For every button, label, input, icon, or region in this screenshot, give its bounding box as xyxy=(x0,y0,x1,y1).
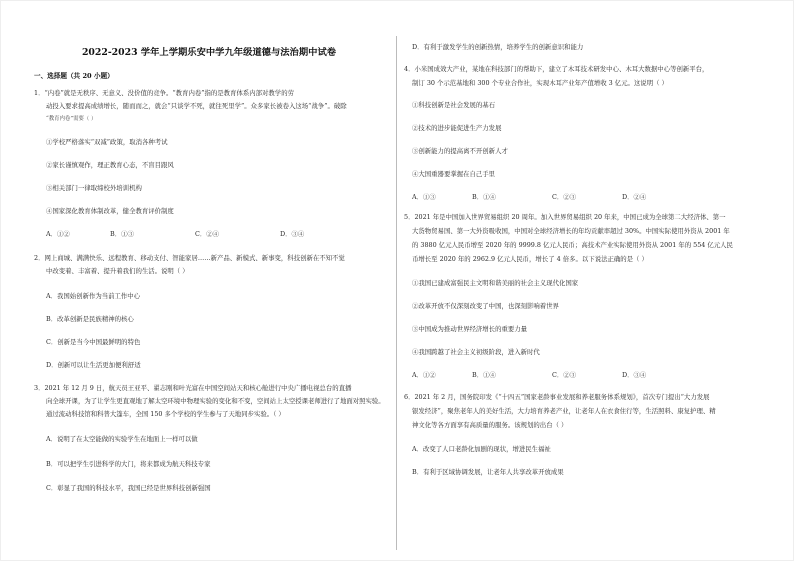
q2-option: D．创新可以让生活更加便利舒适 xyxy=(46,361,141,369)
q2-option: B．改革创新是民族精神的核心 xyxy=(46,315,134,323)
q3-option-d: D．有利于激发学生的创新热情，培养学生的创新意识和能力 xyxy=(412,43,584,51)
column-divider xyxy=(396,36,397,550)
q1-line: 1．“内卷”就是无秩序、无意义、没价值的竞争。“教育内卷”指的是教育体系内部对教学的劳 xyxy=(34,89,294,97)
exam-title: 2022-2023 学年上学期乐安中学九年级道德与法治期中试卷 xyxy=(81,47,337,58)
q6-line: 银发经济”，聚焦老年人的美好生活，大力培育养老产业，让老年人在衣食住行等，生活照料、康复护理、精 xyxy=(412,407,716,415)
q2-option: A．我国始创新作为当前工作中心 xyxy=(46,292,141,300)
q2-line: 2．网上商城、满满快乐、远程教育、移动支付、智能家居……新产品、新模式、新事变，科技创新在不知不觉 xyxy=(34,254,345,262)
q5-line: 的 3880 亿元人民币增至 2020 年的 9999.8 亿元人民币；高技术产业实际使用外资从 2001 年的 554 亿元人民 xyxy=(412,241,733,249)
q1-option: B．①③ xyxy=(110,230,134,238)
q3-option: B．可以把学生引进科学的大门，将来都成为航天科技专家 xyxy=(46,460,211,468)
q6-option: B．有利于区域协调发展，让老年人共享改革开放成果 xyxy=(412,468,564,476)
q3-option: A．说明了在太空能做的实验学生在地面上一样可以做 xyxy=(46,435,198,443)
q2-option: C．创新是当今中国最鲜明的特色 xyxy=(46,338,141,346)
q3-line: 3．2021 年 12 月 9 日，航天员王亚平、翟志刚和叶光富在中国空间站天和核心舱进行中央广播电视总台的直播 xyxy=(34,384,352,392)
q5-line: 5．2021 年是中国加入世界贸易组织 20 周年。加入世界贸易组织 20 年来，中国已成为全球第二大经济体、第一 xyxy=(404,213,726,221)
q5-item: ③中国成为推动世界经济增长的重要力量 xyxy=(412,325,528,333)
q3-option: C．彰显了我国的科技水平，我国已经是世界科技创新强国 xyxy=(46,484,211,492)
q4-item: ②技术的进步能促进生产力发展 xyxy=(412,124,502,132)
q5-option: A．①② xyxy=(412,371,436,379)
q4-option: B．①④ xyxy=(472,193,496,201)
q5-item: ④我国跨越了社会主义初级阶段，进入新时代 xyxy=(412,348,540,356)
q5-line: 币增长至 2020 年的 2962.9 亿元人民币，增长了 4 倍多。以下说法正确的是（ ） xyxy=(412,255,648,263)
q5-item: ①我国已建成富强民主文明和谐美丽的社会主义现代化国家 xyxy=(412,279,579,287)
q6-option: A．改变了人口老龄化加剧的现状，增进民生福祉 xyxy=(412,445,551,453)
q1-note: “教育内卷”需要（ ） xyxy=(46,116,97,122)
q1-item: ③相关部门一律取缔校外培训机构 xyxy=(46,184,142,192)
q4-option: C．②③ xyxy=(552,193,577,201)
q5-option: C．②③ xyxy=(552,371,577,379)
q5-item: ②改革开放不仅深刻改变了中国，也深刻影响着世界 xyxy=(412,302,559,310)
q1-item: ④国家深化教育体制改革，健全教育评价制度 xyxy=(46,207,174,215)
q4-option: A．①③ xyxy=(412,193,436,201)
q3-line: 通过流动科技馆和科普大篷车，全国 150 多个学校的学生参与了天地同步实验。（ ） xyxy=(46,410,285,418)
q4-line: 4．小米国成效大产业，某地在科技部门的帮助下，建立了木耳技术研发中心、木耳大数据中心等创新平台， xyxy=(404,65,709,73)
q3-line: 向全球开课，为了让学生更直观地了解太空环境中物理实验的变化和不变，空间站上太空授课老师进行了地面对照实验。 xyxy=(46,397,385,405)
q2-line: 中改变着、丰富着、提升着我们的生活。说明（ ） xyxy=(46,267,189,275)
q5-option: B．①④ xyxy=(472,371,496,379)
q5-option: D．③④ xyxy=(622,371,647,379)
q4-line: 制订 30 个示范基地和 300 个专业合作社，实现木耳产业年产值增收 3 亿元。这说明（ ） xyxy=(412,79,668,87)
q4-item: ①科技创新是社会发展的基石 xyxy=(412,101,496,109)
q4-item: ③创新能力的提高离不开创新人才 xyxy=(412,147,508,155)
q6-line: 神文化等各方面享有高质量的服务。该规划的出台（ ） xyxy=(412,421,568,429)
q4-item: ④大国重器要掌握在自己手里 xyxy=(412,170,496,178)
q1-item: ①学校严格落实“双减”政策，取消各种考试 xyxy=(46,138,168,146)
q4-option: D．②④ xyxy=(622,193,647,201)
q1-option: A．①② xyxy=(46,230,70,238)
q1-option: C．②④ xyxy=(195,230,220,238)
q1-item: ②家长谨慎观作，理正教育心态，不盲目跟风 xyxy=(46,161,174,169)
q1-option: D．③④ xyxy=(280,230,305,238)
q5-line: 大货物贸易国、第一大外资吸收国，中国对全球经济增长的年均贡献率超过 30%。中国实际使用外资从 2001 年 xyxy=(412,227,730,235)
section-heading: 一、选择题（共 20 小题） xyxy=(34,72,114,80)
q6-line: 6．2021 年 2 月，国务院印发《“十四五”国家老龄事业发展和养老服务体系规划》，首次专门提出“大力发展 xyxy=(404,393,710,401)
q1-line: 动投入要求提高成绩增长，随而而之，就会“只谈学不死，就往死里学”。众多家长被卷入这场“战争”。破除 xyxy=(46,102,347,110)
